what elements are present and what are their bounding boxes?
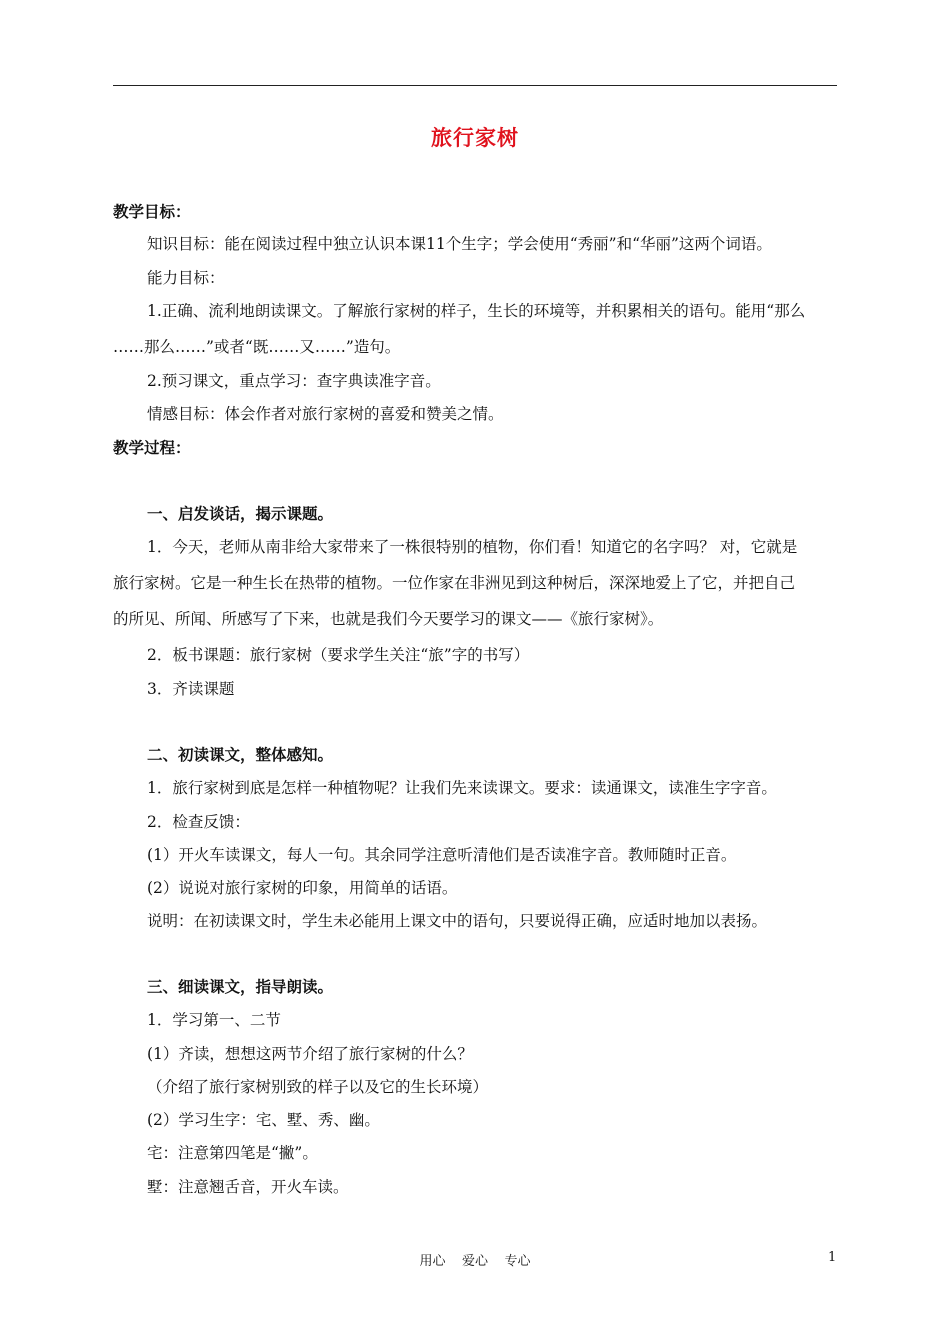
section-1-heading: 一、启发谈话，揭示课题。 bbox=[147, 505, 334, 523]
goal-ability-1a: 1.正确、流利地朗读课文。了解旅行家树的样子，生长的环境等，并积累相关的语句。能用“那么 bbox=[147, 302, 806, 320]
header-rule bbox=[113, 85, 837, 86]
section-2-heading: 二、初读课文，整体感知。 bbox=[147, 746, 334, 764]
section-1-para-2: 2．板书课题：旅行家树（要求学生关注“旅”字的书写） bbox=[147, 646, 530, 664]
section-3-para-6: 墅：注意翘舌音，开火车读。 bbox=[147, 1178, 349, 1196]
document-title: 旅行家树 bbox=[431, 126, 519, 150]
section-2-para-2: 2．检查反馈： bbox=[147, 813, 250, 831]
goal-emotion: 情感目标：体会作者对旅行家树的喜爱和赞美之情。 bbox=[147, 405, 504, 423]
section-2-para-3: (1）开火车读课文，每人一句。其余同学注意听清他们是否读准字音。教师随时正音。 bbox=[147, 846, 737, 864]
section-3-para-3: （介绍了旅行家树别致的样子以及它的生长环境） bbox=[147, 1078, 489, 1096]
section-3-para-2: (1）齐读，想想这两节介绍了旅行家树的什么？ bbox=[147, 1045, 473, 1063]
goal-ability-heading: 能力目标： bbox=[147, 269, 225, 287]
section-1-para-1b: 旅行家树。它是一种生长在热带的植物。一位作家在非洲见到这种树后，深深地爱上了它，并把自己 bbox=[113, 574, 796, 592]
goal-ability-2: 2.预习课文，重点学习：查字典读准字音。 bbox=[147, 372, 441, 390]
section-3-para-5: 宅：注意第四笔是“撇”。 bbox=[147, 1144, 318, 1162]
goal-ability-1b: ……那么……”或者“既……又……”造句。 bbox=[113, 338, 401, 356]
section-3-para-1: 1．学习第一、二节 bbox=[147, 1011, 281, 1029]
page-number: 1 bbox=[828, 1250, 837, 1265]
section-2-para-5: 说明：在初读课文时，学生未必能用上课文中的语句，只要说得正确，应适时地加以表扬。 bbox=[147, 912, 768, 930]
section-3-heading: 三、细读课文，指导朗读。 bbox=[147, 978, 334, 996]
section-2-para-1: 1．旅行家树到底是怎样一种植物呢？让我们先来读课文。要求：读通课文，读准生字字音。 bbox=[147, 779, 777, 797]
page-footer: 用心 爱心 专心 bbox=[419, 1254, 531, 1269]
section-1-para-1c: 的所见、所闻、所感写了下来，也就是我们今天要学习的课文——《旅行家树》。 bbox=[113, 610, 664, 628]
goal-knowledge: 知识目标：能在阅读过程中独立认识本课11个生字；学会使用“秀丽”和“华丽”这两个词语。 bbox=[147, 235, 772, 253]
section-2-para-4: (2）说说对旅行家树的印象，用简单的话语。 bbox=[147, 879, 458, 897]
process-heading: 教学过程： bbox=[113, 439, 191, 457]
goals-heading: 教学目标： bbox=[113, 203, 191, 221]
section-3-para-4: (2）学习生字：宅、墅、秀、幽。 bbox=[147, 1111, 380, 1129]
section-1-para-3: 3．齐读课题 bbox=[147, 680, 235, 698]
section-1-para-1a: 1．今天，老师从南非给大家带来了一株很特别的植物，你们看！知道它的名字吗？ 对，它就是 bbox=[147, 538, 798, 556]
